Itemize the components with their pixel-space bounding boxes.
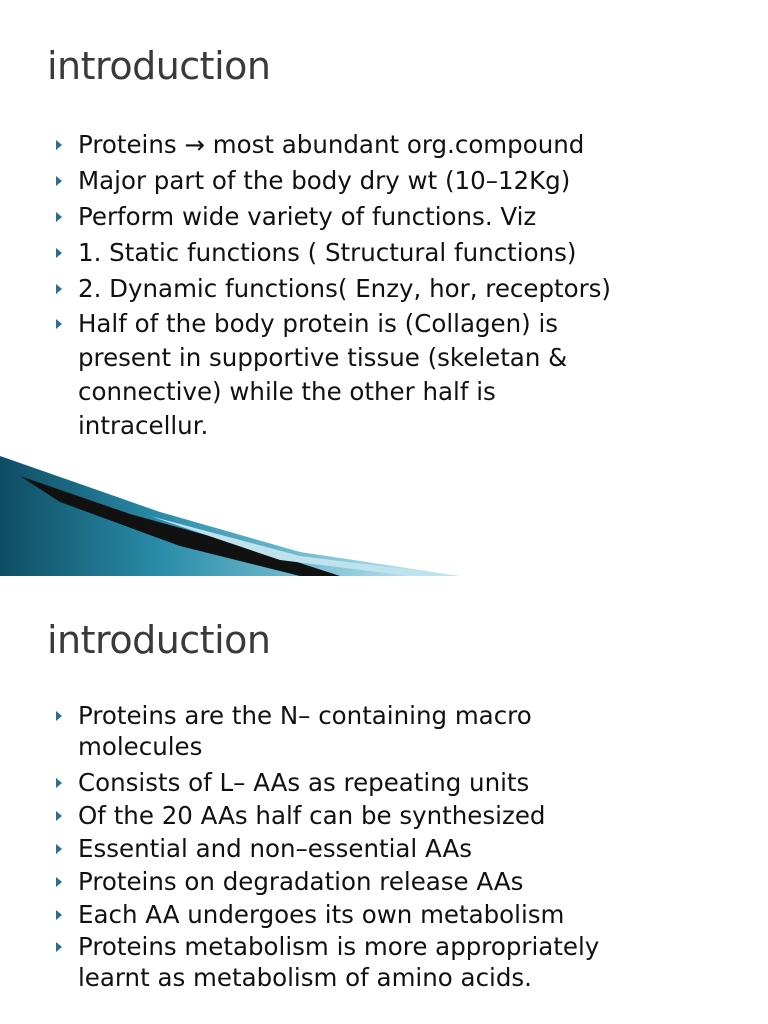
- triangle-bullet-icon: [56, 127, 66, 163]
- bullet-text: Perform wide variety of functions. Viz: [78, 202, 537, 231]
- bullet-text: Proteins → most abundant org.compound: [78, 130, 585, 159]
- slide-2: [0, 590, 768, 1024]
- bullet-text: Major part of the body dry wt (10–12Kg): [78, 166, 571, 195]
- list-item: [78, 163, 744, 199]
- bullet-text: Of the 20 AAs half can be synthesized: [78, 801, 546, 830]
- triangle-bullet-icon: [56, 271, 66, 307]
- list-item: [78, 898, 744, 931]
- decorative-wave: [0, 456, 768, 576]
- bullet-list: [78, 127, 744, 443]
- triangle-bullet-icon: [56, 235, 66, 271]
- bullet-text: Half of the body protein is (Collagen) is present in supportive tissue (skeletan & connective) while the other half is intracellur.: [78, 309, 568, 440]
- triangle-bullet-icon: [56, 199, 66, 235]
- slide-title: introduction: [47, 44, 271, 88]
- bullet-text: Each AA undergoes its own metabolism: [78, 900, 565, 929]
- bullet-text: Essential and non–essential AAs: [78, 834, 472, 863]
- list-item: [78, 931, 744, 993]
- list-item: [78, 307, 744, 443]
- triangle-bullet-icon: [56, 163, 66, 199]
- list-item: [78, 799, 744, 832]
- triangle-bullet-icon: [56, 766, 66, 799]
- triangle-bullet-icon: [56, 832, 66, 865]
- bullet-text: 2. Dynamic functions( Enzy, hor, receptors): [78, 274, 611, 303]
- list-item: [78, 766, 744, 799]
- list-item: [78, 127, 744, 163]
- bullet-text: Consists of L– AAs as repeating units: [78, 768, 530, 797]
- bullet-list: [78, 700, 744, 997]
- bullet-text: Proteins on degradation release AAs: [78, 867, 524, 896]
- triangle-bullet-icon: [56, 700, 66, 731]
- triangle-bullet-icon: [56, 898, 66, 931]
- bullet-text: Proteins metabolism is more appropriately learnt as metabolism of amino acids.: [78, 932, 600, 992]
- slide-title: introduction: [47, 618, 271, 662]
- triangle-bullet-icon: [56, 865, 66, 898]
- list-item: [78, 235, 744, 271]
- list-item: [78, 271, 744, 307]
- triangle-bullet-icon: [56, 307, 66, 341]
- list-item: [78, 832, 744, 865]
- bullet-text: 1. Static functions ( Structural functions): [78, 238, 577, 267]
- bullet-text: Proteins are the N– containing macro molecules: [78, 701, 532, 761]
- list-item: [78, 700, 744, 762]
- list-item: [78, 865, 744, 898]
- list-item: [78, 199, 744, 235]
- triangle-bullet-icon: [56, 931, 66, 962]
- triangle-bullet-icon: [56, 799, 66, 832]
